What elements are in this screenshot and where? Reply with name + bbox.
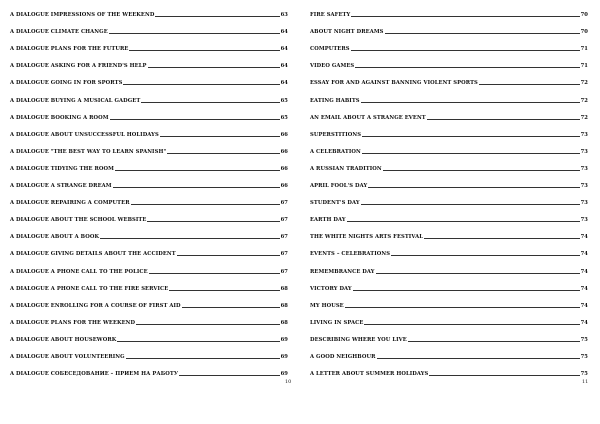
toc-entry-page: 75 [580, 336, 588, 343]
toc-entry-page: 66 [280, 148, 288, 155]
toc-entry [10, 111, 288, 121]
toc-leader-line [129, 50, 279, 51]
toc-entry-title: APRIL FOOL'S DAY [310, 183, 368, 189]
toc-entry-page: 64 [280, 46, 288, 53]
toc-entry-title: A DIALOGUE GIVING DETAILS ABOUT THE ACCIDENT [10, 251, 176, 258]
toc-entry-title: A DIALOGUE ABOUT A BOOK [10, 234, 100, 241]
toc-entry-page: 69 [280, 371, 288, 378]
toc-entry-title: A GOOD NEIGHBOUR [310, 354, 376, 360]
toc-entry-title: A DIALOGUE GOING IN FOR SPORTS [10, 80, 123, 87]
toc-entry [10, 367, 288, 377]
toc-leader-line [345, 307, 580, 308]
toc-entry-page: 66 [280, 183, 288, 189]
toc-entry-page: 64 [280, 29, 288, 36]
toc-entry-title: A DIALOGUE ABOUT UNSUCCESSFUL HOLIDAYS [10, 131, 159, 138]
toc-entry [10, 265, 288, 275]
toc-entry-page: 74 [580, 319, 588, 326]
toc-entry-page: 73 [580, 131, 588, 138]
toc-entry-title: THE WHITE NIGHTS ARTS FESTIVAL [310, 234, 423, 241]
toc-leader-line [377, 358, 580, 359]
toc-entry-title: A DIALOGUE PLANS FOR THE WEEKEND [10, 319, 136, 326]
toc-leader-line [169, 290, 279, 291]
toc-leader-line [429, 375, 579, 376]
toc-entry-title: A DIALOGUE ABOUT HOUSEWORK [10, 336, 117, 343]
toc-entry [10, 230, 288, 240]
toc-entry [10, 162, 288, 172]
toc-entry-page: 66 [280, 165, 288, 172]
toc-entry-title: ABOUT NIGHT DREAMS [310, 29, 384, 36]
toc-entry [10, 128, 288, 138]
toc-leader-line [376, 273, 580, 274]
toc-entry-title: EVENTS – CELEBRATIONS [310, 251, 391, 258]
toc-leader-line [347, 221, 580, 222]
toc-entry-title: A DIALOGUE CLIMATE CHANGE [10, 29, 108, 36]
toc-entry-page: 63 [280, 12, 288, 18]
toc-entry [10, 42, 288, 52]
toc-entry [310, 94, 588, 104]
toc-entry [310, 213, 588, 223]
toc-entry-title: A DIALOGUE REPAIRING A COMPUTER [10, 200, 130, 207]
toc-entry [10, 25, 288, 35]
toc-entry [10, 282, 288, 292]
toc-leader-line [155, 16, 279, 17]
toc-entry-page: 75 [580, 354, 588, 360]
toc-entry-page: 65 [280, 97, 288, 104]
toc-leader-line [100, 238, 279, 239]
toc-entry [310, 196, 588, 206]
toc-leader-line [179, 375, 279, 376]
toc-leader-line [167, 153, 279, 154]
toc-entry [310, 42, 588, 52]
toc-entry [10, 179, 288, 189]
toc-leader-line [351, 50, 580, 51]
toc-entry [10, 213, 288, 223]
toc-entry [10, 76, 288, 86]
toc-entry-page: 74 [580, 302, 588, 309]
toc-entry-title: A DIALOGUE A PHONE CALL TO THE POLICE [10, 268, 148, 275]
toc-entry-title: A RUSSIAN TRADITION [310, 165, 382, 172]
toc-entry-title: A DIALOGUE IMPRESSIONS OF THE WEEKEND [10, 12, 155, 18]
toc-entry-title: A DIALOGUE BOOKING A ROOM [10, 114, 109, 121]
toc-entry [310, 145, 588, 155]
toc-entry-page: 66 [280, 131, 288, 138]
toc-entry [310, 25, 588, 35]
toc-leader-line [391, 255, 579, 256]
toc-entry-title: A DIALOGUE СОБЕСЕДОВАНИЕ – ПРИЕМ НА РАБОТУ [10, 371, 179, 378]
toc-entry [310, 265, 588, 275]
toc-entry [310, 8, 588, 18]
toc-entry-page: 72 [580, 80, 588, 87]
toc-leader-line [149, 273, 280, 274]
toc-entry [10, 59, 288, 69]
toc-entry-page: 73 [580, 200, 588, 207]
toc-entry-title: A DIALOGUE ENROLLING FOR A COURSE OF FIRST AID [10, 302, 181, 309]
toc-entry [310, 111, 588, 121]
toc-entry-page: 73 [580, 148, 588, 155]
toc-entry-page: 64 [280, 80, 288, 87]
toc-entry-page: 71 [580, 46, 588, 53]
toc-leader-line [160, 136, 280, 137]
toc-entry-title: VIDEO GAMES [310, 63, 355, 70]
toc-entry-title: EARTH DAY [310, 217, 346, 224]
toc-entry-page: 69 [280, 354, 288, 360]
toc-entry-page: 65 [280, 114, 288, 121]
toc-entry [310, 162, 588, 172]
toc-leader-line [385, 33, 580, 34]
toc-leader-line [177, 255, 280, 256]
toc-entry [310, 179, 588, 189]
toc-entry [310, 367, 588, 377]
toc-entry-page: 67 [280, 234, 288, 241]
toc-leader-line [361, 204, 580, 205]
toc-entry [310, 247, 588, 257]
toc-leader-line [368, 187, 579, 188]
right-toc-page [310, 8, 588, 380]
toc-entry-page: 73 [580, 183, 588, 189]
toc-entry-title: AN EMAIL ABOUT A STRANGE EVENT [310, 114, 426, 121]
toc-entry-title: A DIALOGUE PLANS FOR THE FUTURE [10, 46, 129, 53]
toc-entry [310, 333, 588, 343]
right-page-number: 11 [582, 379, 589, 385]
toc-entry-page: 67 [280, 268, 288, 275]
toc-entry-title: LIVING IN SPACE [310, 319, 364, 326]
toc-entry-page: 73 [580, 165, 588, 172]
toc-leader-line [427, 119, 580, 120]
toc-leader-line [424, 238, 580, 239]
toc-entry [10, 316, 288, 326]
toc-entry-page: 68 [280, 302, 288, 309]
toc-entry-title: A LETTER ABOUT SUMMER HOLIDAYS [310, 371, 429, 378]
toc-leader-line [136, 324, 279, 325]
toc-leader-line [355, 67, 579, 68]
toc-entry-title: VICTORY DAY [310, 285, 352, 292]
toc-entry [10, 94, 288, 104]
toc-leader-line [479, 84, 580, 85]
toc-entry-title: EATING HABITS [310, 97, 360, 104]
toc-entry-title: MY HOUSE [310, 302, 344, 309]
toc-entry [310, 350, 588, 360]
toc-entry-title: ESSAY FOR AND AGAINST BANNING VIOLENT SPORTS [310, 80, 478, 87]
toc-entry-title: REMEMBRANCE DAY [310, 268, 375, 275]
toc-leader-line [362, 153, 580, 154]
toc-leader-line [182, 307, 280, 308]
toc-entry-page: 74 [580, 268, 588, 275]
toc-leader-line [126, 358, 280, 359]
toc-entry [10, 196, 288, 206]
toc-entry-title: A DIALOGUE "THE BEST WAY TO LEARN SPANISH" [10, 148, 167, 155]
toc-entry [10, 145, 288, 155]
toc-leader-line [353, 290, 580, 291]
toc-leader-line [123, 84, 279, 85]
toc-entry-page: 69 [280, 336, 288, 343]
toc-entry-page: 68 [280, 285, 288, 292]
toc-entry-page: 64 [280, 63, 288, 70]
toc-entry [310, 282, 588, 292]
toc-leader-line [408, 341, 580, 342]
toc-leader-line [351, 16, 579, 17]
toc-entry-page: 67 [280, 200, 288, 207]
toc-leader-line [117, 341, 279, 342]
toc-leader-line [147, 221, 279, 222]
toc-entry-title: A DIALOGUE BUYING A MUSICAL GADGET [10, 97, 141, 104]
left-page-number: 10 [285, 379, 292, 385]
toc-entry [310, 230, 588, 240]
toc-entry-page: 67 [280, 251, 288, 258]
toc-entry-title: STUDENT'S DAY [310, 200, 360, 207]
toc-leader-line [361, 102, 580, 103]
toc-entry-page: 68 [280, 319, 288, 326]
toc-entry [310, 59, 588, 69]
toc-entry-page: 74 [580, 285, 588, 292]
toc-leader-line [383, 170, 580, 171]
toc-entry-page: 72 [580, 114, 588, 121]
toc-entry-page: 70 [580, 12, 588, 18]
toc-leader-line [141, 102, 279, 103]
toc-entry-title: SUPERSTITIONS [310, 131, 362, 138]
toc-leader-line [115, 170, 280, 171]
toc-entry [10, 350, 288, 360]
toc-entry-page: 74 [580, 234, 588, 241]
toc-entry [10, 299, 288, 309]
toc-entry-title: A DIALOGUE ABOUT THE SCHOOL WEBSITE [10, 217, 147, 224]
toc-leader-line [109, 33, 280, 34]
toc-entry-title: DESCRIBING WHERE YOU LIVE [310, 336, 407, 343]
toc-leader-line [364, 324, 579, 325]
toc-leader-line [110, 119, 280, 120]
toc-entry-page: 72 [580, 97, 588, 104]
toc-entry-page: 71 [580, 63, 588, 70]
toc-entry-title: A DIALOGUE ABOUT VOLUNTEERING [10, 354, 125, 360]
toc-entry [10, 333, 288, 343]
toc-entry-title: A CELEBRATION [310, 148, 361, 155]
toc-entry-page: 74 [580, 251, 588, 258]
toc-leader-line [362, 136, 579, 137]
toc-leader-line [113, 187, 280, 188]
toc-entry-page: 73 [580, 217, 588, 224]
toc-entry-page: 70 [580, 29, 588, 36]
toc-entry [310, 316, 588, 326]
toc-entry [310, 76, 588, 86]
toc-entry-title: FIRE SAFETY [310, 12, 351, 18]
toc-leader-line [148, 67, 280, 68]
toc-entry [310, 299, 588, 309]
toc-entry [310, 128, 588, 138]
toc-entry-title: COMPUTERS [310, 46, 350, 53]
toc-entry-title: A DIALOGUE TIDYING THE ROOM [10, 165, 114, 172]
toc-entry [10, 247, 288, 257]
toc-entry [10, 8, 288, 18]
toc-entry-title: A DIALOGUE A STRANGE DREAM [10, 183, 112, 189]
toc-entry-page: 67 [280, 217, 288, 224]
toc-entry-title: A DIALOGUE ASKING FOR A FRIEND'S HELP [10, 63, 147, 70]
toc-leader-line [131, 204, 280, 205]
toc-entry-page: 75 [580, 371, 588, 378]
toc-entry-title: A DIALOGUE A PHONE CALL TO THE FIRE SERVICE [10, 285, 169, 292]
left-toc-page [10, 8, 288, 380]
